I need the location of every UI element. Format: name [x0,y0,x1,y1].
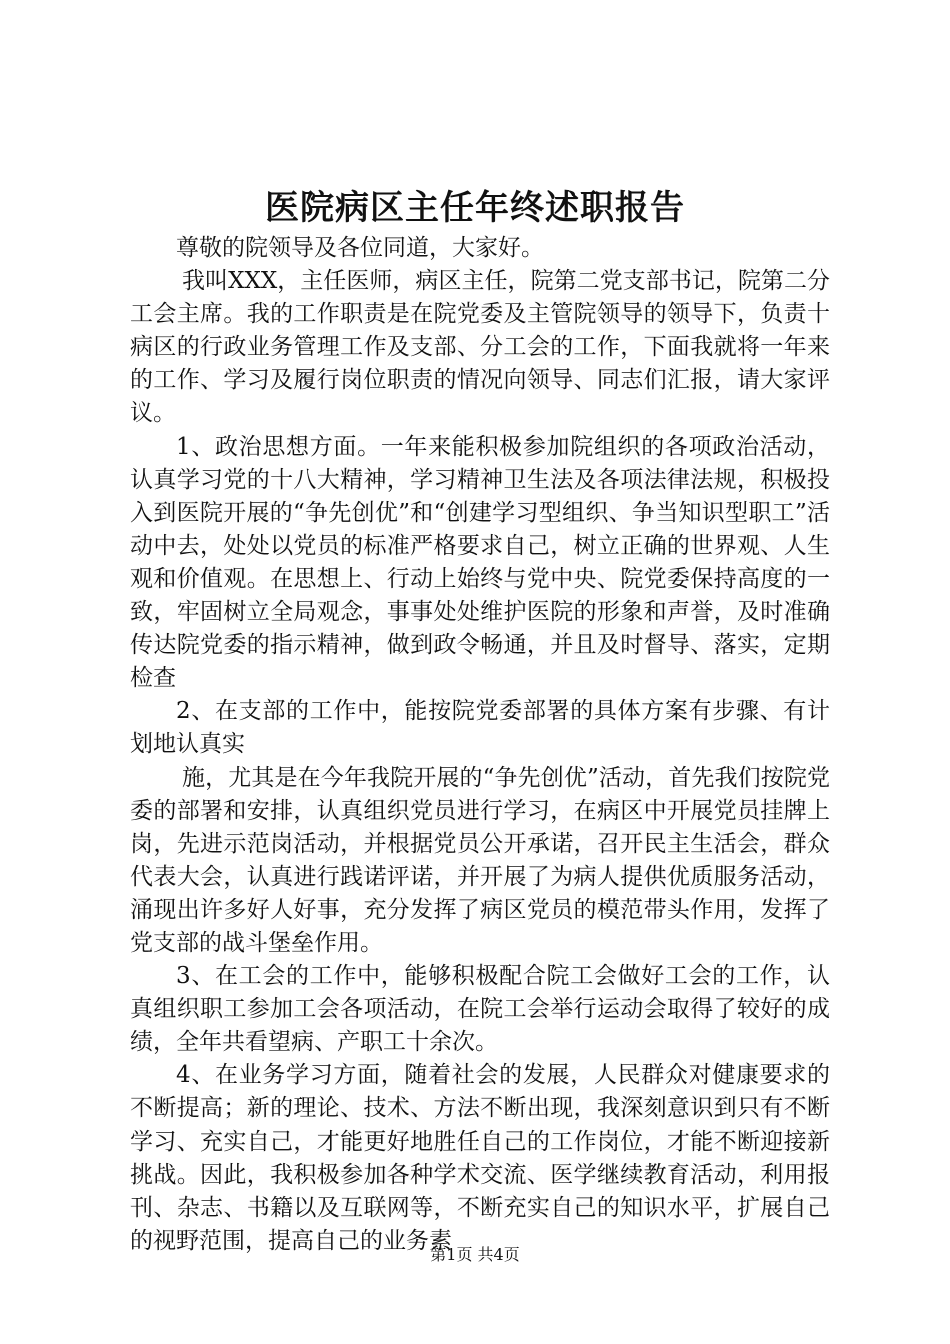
page-number-footer: 第1页 共4页 [430,1245,520,1264]
paragraph-greeting: 尊敬的院领导及各位同道，大家好。 [176,235,544,261]
paragraph-branch-work-continued: 施，尤其是在今年我院开展的“争先创优”活动，首先我们按院党委的部署和安排，认真组织党员进行学习，在病区中开展党员挂牌上岗，先进示范岗活动，并根据党员公开承诺，召开民主生活会，群众代表大会，认真进行践诺评诺，并开展了为病人提供优质服务活动，涌现出许多好人好事，充分发挥了病区党员的模范带头作用，发挥了党支部的战斗堡垒作用。 [130,764,830,956]
document-body [130,232,830,1258]
paragraph-study: 4、在业务学习方面，随着社会的发展，人民群众对健康要求的不断提高；新的理论、技术、方法不断出现，我深刻意识到只有不断学习、充实自己，才能更好地胜任自己的工作岗位，才能不断迎接新挑战。因此，我积极参加各种学术交流、医学继续教育活动，利用报刊、杂志、书籍以及互联网等，不断充实自己的知识水平，扩展自己的视野范围，提高自己的业务素 [130,1062,830,1254]
document-title: 医院病区主任年终述职报告 [265,188,685,228]
paragraph-branch-work: 2、在支部的工作中，能按院党委部署的具体方案有步骤、有计划地认真实 [130,698,830,758]
paragraph-union-work: 3、在工会的工作中，能够积极配合院工会做好工会的工作，认真组织职工参加工会各项活动，在院工会举行运动会取得了较好的成绩，全年共看望病、产职工十余次。 [130,963,830,1056]
paragraph-political: 1、政治思想方面。一年来能积极参加院组织的各项政治活动，认真学习党的十八大精神，学习精神卫生法及各项法律法规，积极投入到医院开展的“争先创优”和“创建学习型组织、争当知识型职工”活动中去，处处以党员的标准严格要求自己，树立正确的世界观、人生观和价值观。在思想上、行动上始终与党中央、院党委保持高度的一致，牢固树立全局观念，事事处处维护医院的形象和声誉，及时准确传达院党委的指示精神，做到政令畅通，并且及时督导、落实，定期检查 [130,433,830,692]
paragraph-introduction: 我叫XXX，主任医师，病区主任，院第二党支部书记，院第二分工会主席。我的工作职责是在院党委及主管院领导的领导下，负责十病区的行政业务管理工作及支部、分工会的工作，下面我就将一年来的工作、学习及履行岗位职责的情况向领导、同志们汇报，请大家评议。 [130,268,830,427]
